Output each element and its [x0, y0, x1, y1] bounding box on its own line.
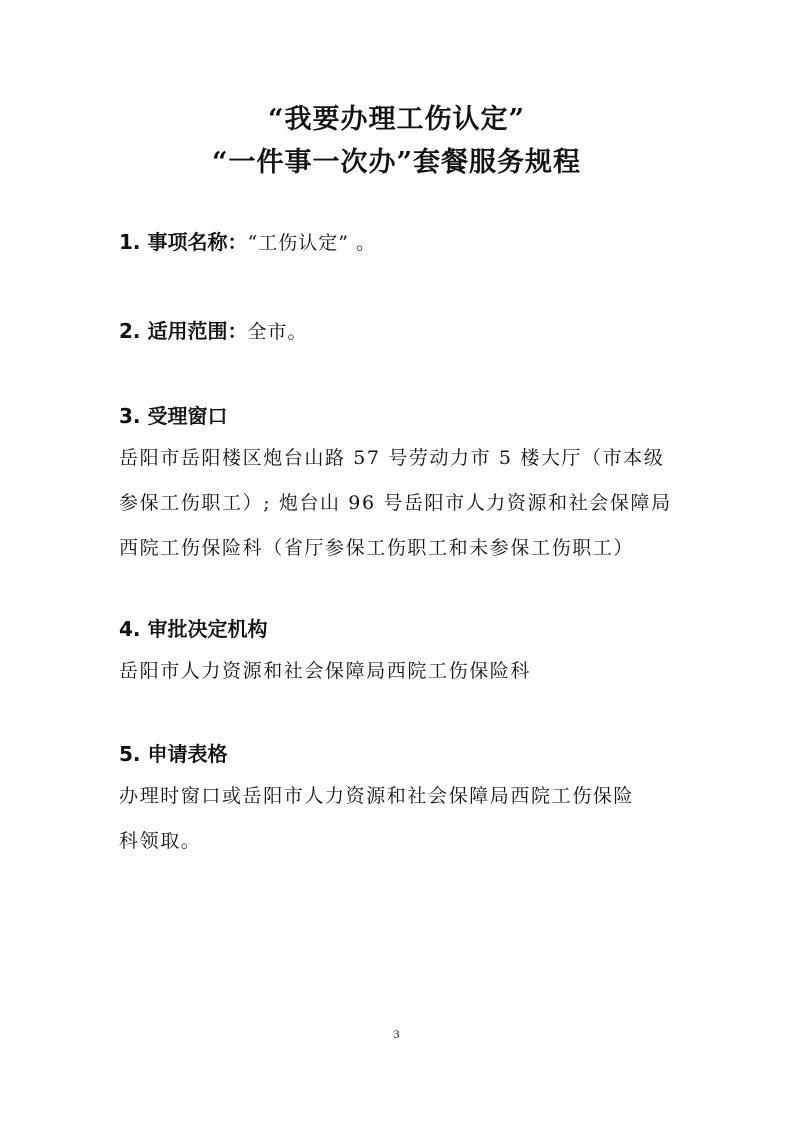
body-line: 参保工伤职工）; 炮台山 96 号岳阳市人力资源和社会保障局: [119, 492, 672, 514]
section-body: [119, 649, 679, 694]
section-scope: [119, 317, 679, 346]
section-acceptance-window: [119, 402, 679, 571]
title-line-2: “一件事一次办”套餐服务规程: [211, 147, 582, 178]
section-item-name: [119, 228, 679, 257]
body-line: 岳阳市人力资源和社会保障局西院工伤保险科: [119, 660, 532, 682]
section-heading-label: 2. 适用范围：: [119, 319, 248, 343]
body-line: 西院工伤保险科（省厅参保工伤职工和未参保工伤职工）: [119, 537, 635, 559]
body-line: 岳阳市岳阳楼区炮台山路 57 号劳动力市 5 楼大厅（市本级: [119, 447, 665, 469]
body-line: 办理时窗口或岳阳市人力资源和社会保障局西院工伤保险: [119, 785, 635, 807]
section-body: [119, 774, 679, 864]
section-approval-authority: [119, 615, 679, 694]
title-line-1: “我要办理工伤认定”: [267, 104, 526, 135]
body-line: 科领取。: [119, 830, 202, 852]
scope-value: 全市。: [247, 321, 308, 343]
section-heading: [119, 317, 679, 346]
section-body: [119, 436, 679, 571]
section-heading: [119, 228, 679, 257]
section-application-form: [119, 740, 679, 864]
page-number: 3: [393, 1027, 400, 1041]
item-name-value: “工伤认定” 。: [247, 232, 376, 254]
section-heading-label: 1. 事项名称：: [119, 230, 248, 254]
section-heading: 3. 受理窗口: [119, 404, 228, 428]
section-heading: 5. 申请表格: [119, 742, 228, 766]
section-heading: 4. 审批决定机构: [119, 617, 268, 641]
